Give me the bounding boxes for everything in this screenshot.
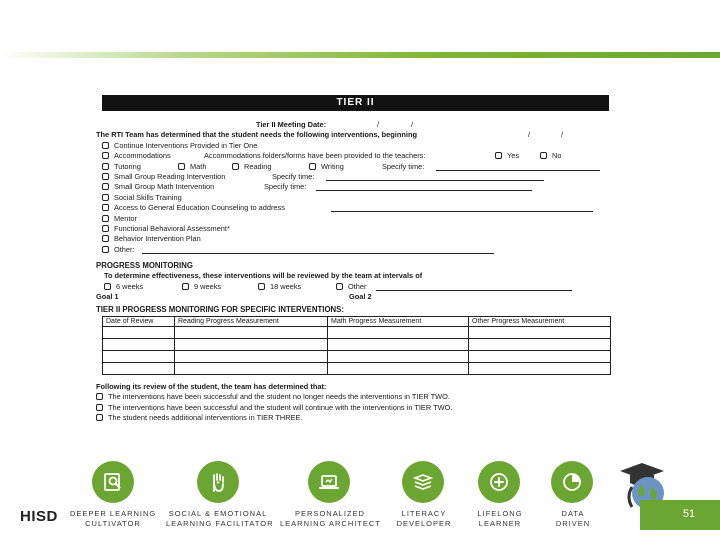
top-accent-bar <box>0 52 720 58</box>
specify-time-label: Specify time: <box>272 171 315 181</box>
table-header: Other Progress Measurement <box>469 317 611 327</box>
checkbox[interactable] <box>96 404 103 411</box>
option-label: Writing <box>321 161 344 171</box>
option-row <box>94 235 614 245</box>
checkbox[interactable] <box>336 283 343 290</box>
option-label: Mentor <box>114 213 138 223</box>
table-cell[interactable] <box>469 351 611 363</box>
table-title: TIER II PROGRESS MONITORING FOR SPECIFIC INTERVENTIONS: <box>96 304 344 314</box>
no-label: No <box>552 151 562 161</box>
checkbox[interactable] <box>495 152 502 159</box>
tier-header: TIER II <box>102 95 609 111</box>
intro-text: The RTI Team has determined that the student needs the following interventions, beginning <box>96 130 417 140</box>
specify-time-field[interactable] <box>436 163 600 171</box>
table-row <box>103 351 611 363</box>
interval-label: 18 weeks <box>270 281 302 291</box>
table-header: Date of Review <box>103 317 175 327</box>
pillar-label: LITERACY DEVELOPER <box>396 509 452 528</box>
pie-chart-icon <box>551 461 593 503</box>
checkbox[interactable] <box>96 393 103 400</box>
specify-time-field[interactable] <box>316 183 532 191</box>
checkbox[interactable] <box>232 163 239 170</box>
option-label: Other: <box>114 244 135 254</box>
option-label: Continue Interventions Provided in Tier One <box>114 140 258 150</box>
table-row <box>103 339 611 351</box>
search-book-icon <box>92 461 134 503</box>
table-header-row <box>103 317 611 327</box>
meeting-date-label: Tier II Meeting Date: <box>256 120 327 129</box>
option-row <box>94 204 614 214</box>
date-sep: / <box>561 130 564 140</box>
specify-time-label: Specify time: <box>382 161 425 171</box>
plus-badge-icon <box>478 461 520 503</box>
option-label: Access to General Education Counseling to address <box>114 203 285 213</box>
yes-label: Yes <box>507 151 520 161</box>
table-cell[interactable] <box>175 363 328 375</box>
option-row <box>94 152 614 162</box>
table-header: Math Progress Measurement <box>328 317 469 327</box>
pillar-label: DEEPER LEARNING CULTIVATOR <box>70 509 157 528</box>
table-cell[interactable] <box>328 327 469 339</box>
footer <box>0 455 720 540</box>
review-option-label: The student needs additional interventions in TIER THREE. <box>108 413 303 423</box>
progress-table <box>102 316 611 375</box>
option-label: Functional Behavioral Assessment* <box>114 223 230 233</box>
pillar-label: LIFELONG LEARNER <box>477 509 523 528</box>
hisd-logo: HISD <box>20 508 58 525</box>
review-option-label: The interventions have been successful and the student will continue with the interventions in TIER TWO. <box>108 402 453 412</box>
interval-label: 9 weeks <box>194 281 222 291</box>
table-cell[interactable] <box>328 351 469 363</box>
option-label: Behavior Intervention Plan <box>114 234 201 244</box>
checkbox[interactable] <box>102 235 109 242</box>
checkbox[interactable] <box>102 215 109 222</box>
checkbox[interactable] <box>178 163 185 170</box>
option-label: Accommodations <box>114 151 171 161</box>
checkbox[interactable] <box>258 283 265 290</box>
option-label: Small Group Reading Intervention <box>114 171 226 181</box>
page-number: 51 <box>682 508 696 520</box>
table-title-row <box>94 306 614 316</box>
specify-time-label: Specify time: <box>264 182 307 192</box>
goal-2-label: Goal 2 <box>349 292 372 302</box>
date-sep: / <box>377 120 380 129</box>
books-icon <box>402 461 444 503</box>
table-cell[interactable] <box>103 351 175 363</box>
pillar-label: PERSONALIZED LEARNING ARCHITECT <box>280 509 381 528</box>
specify-time-field[interactable] <box>326 173 544 181</box>
table-cell[interactable] <box>175 351 328 363</box>
date-sep: / <box>411 120 414 129</box>
checkbox[interactable] <box>96 414 103 421</box>
option-label: Social Skills Training <box>114 192 182 202</box>
option-row <box>94 246 614 256</box>
checkbox[interactable] <box>102 194 109 201</box>
progress-title: PROGRESS MONITORING <box>96 261 193 271</box>
option-label: Small Group Math Intervention <box>114 182 215 192</box>
progress-intro: To determine effectiveness, these interventions will be reviewed by the team at intervals of <box>104 271 423 281</box>
checkbox[interactable] <box>102 183 109 190</box>
checkbox[interactable] <box>540 152 547 159</box>
table-row <box>103 327 611 339</box>
tier-ii-form <box>94 95 614 425</box>
checkbox[interactable] <box>102 163 109 170</box>
option-label: Reading <box>244 161 272 171</box>
checkbox[interactable] <box>102 204 109 211</box>
pillar-label: SOCIAL & EMOTIONAL LEARNING FACILITATOR <box>166 509 274 528</box>
laptop-icon <box>308 461 350 503</box>
table-cell[interactable] <box>175 327 328 339</box>
table-row <box>103 363 611 375</box>
hand-heart-icon <box>197 461 239 503</box>
table-cell[interactable] <box>328 339 469 351</box>
checkbox[interactable] <box>102 225 109 232</box>
table-header: Reading Progress Measurement <box>175 317 328 327</box>
checkbox[interactable] <box>182 283 189 290</box>
table-cell[interactable] <box>103 327 175 339</box>
table-cell[interactable] <box>469 327 611 339</box>
checkbox[interactable] <box>309 163 316 170</box>
checkbox[interactable] <box>102 173 109 180</box>
checkbox[interactable] <box>102 152 109 159</box>
option-label: Math <box>190 161 207 171</box>
table-cell[interactable] <box>469 363 611 375</box>
table-cell[interactable] <box>328 363 469 375</box>
interval-label: Other <box>348 281 367 291</box>
counseling-field[interactable] <box>331 204 593 212</box>
accommodations-note: Accommodations folders/forms have been provided to the teachers: <box>204 151 426 161</box>
goal-1-label: Goal 1 <box>96 292 119 302</box>
date-sep: / <box>528 130 531 140</box>
goals-row <box>94 293 614 303</box>
table-cell[interactable] <box>469 339 611 351</box>
pillar-label: DATA DRIVEN <box>555 509 591 528</box>
table-cell[interactable] <box>103 363 175 375</box>
table-cell[interactable] <box>103 339 175 351</box>
interval-label: 6 weeks <box>116 281 144 291</box>
review-option-label: The interventions have been successful and the student no longer needs the interventions in TIER TWO. <box>108 392 450 402</box>
checkbox[interactable] <box>102 246 109 253</box>
table-cell[interactable] <box>175 339 328 351</box>
checkbox[interactable] <box>102 142 109 149</box>
other-field[interactable] <box>142 246 494 254</box>
interval-other-field[interactable] <box>376 283 572 291</box>
review-option-row <box>94 414 614 424</box>
review-intro: Following its review of the student, the team has determined that: <box>96 382 327 392</box>
option-label: Tutoring <box>114 161 141 171</box>
checkbox[interactable] <box>104 283 111 290</box>
